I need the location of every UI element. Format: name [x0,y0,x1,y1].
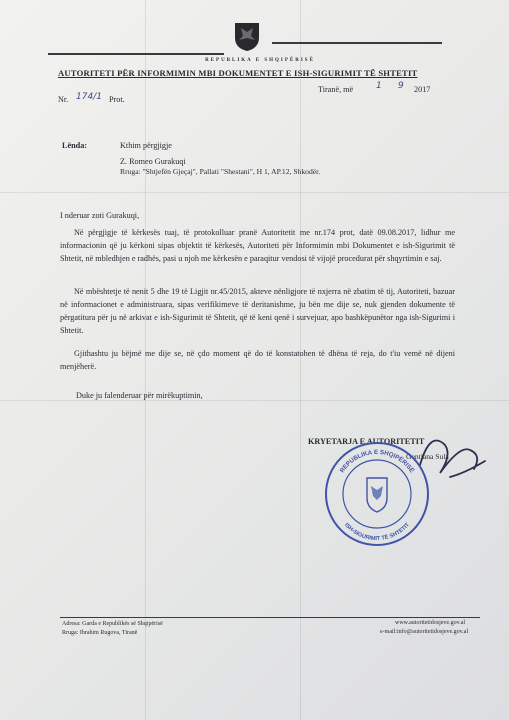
footer-rule [60,617,480,618]
nr-value: 174/1 [76,92,102,102]
recipient-name: Z. Romeo Gurakuqi [120,157,186,166]
subject-value: Kthim përgjigje [120,141,172,150]
subject-label: Lënda: [62,141,88,150]
signatory-name: Gentiana Sula [406,452,449,461]
svg-text:ISH-SIGURIMIT TË SHTETIT: ISH-SIGURIMIT TË SHTETIT [343,522,411,543]
republic-title: REPUBLIKA E SHQIPËRISË [205,58,315,63]
official-stamp-icon [323,440,431,548]
date-day: 1 [376,81,382,91]
salutation: I nderuar zoti Gurakuqi, [60,211,140,220]
paragraph-2: Në mbështetje të nenit 5 dhe 19 të Ligjit nr.45/2015, akteve nënligjore të nxjerra në zbatim të tij, Autoriteti, bazuar në informacionet e administruara, sipas verifikimeve të deritanishme, ju bën me dije se, nuk gjenden dokumente të përgatitura për ju në arkivat e ish-Sigurimit të Shtetit, që të keni qenë i survejuar, apo bashkëpunëtor nga ish-Sigurimi i Shtetit. [60,287,455,335]
fold-line [0,192,509,193]
header-rule-left [48,53,224,55]
footer-website: www.autoritetidosjeve.gov.al [395,620,466,626]
header-rule-right [272,42,442,44]
nr-label: Nr. [58,95,69,104]
signatory-title: KRYETARJA E AUTORITETIT [308,437,425,446]
stamp-mid-text [330,565,355,566]
date-year: 2017 [414,85,431,94]
paragraph-1: Në përgjigje të kërkesës tuaj, të protokolluar pranë Autoritetit me nr.174 prot, datë 09.08.2017, lidhur me informacionin që ju kërkoni sipas objektit të kërkesës, Autoriteti për Informimin mbi Dokumentet e ish-Sigurimit të Shtetit, në mbledhjen e radhës, pasi u njoh me kërkesën e paraqitur vendosi të vijojë procedurat për shqyrtimin e saj. [60,228,455,263]
paragraph-3: Gjithashtu ju bëjmë me dije se, në çdo moment që do të konstatohen të dhëna të reja, do t'iu vemë në dijeni menjëherë. [60,349,455,371]
date-month: 9 [398,81,404,91]
footer-email: e-mail:info@autoritetidosjeve.gov.al [380,629,469,635]
footer-address-line2: Rruga: Ibrahim Rugova, Tiranë [62,630,138,636]
place-date-label: Tiranë, më [318,85,354,94]
footer-address-line1: Adresa: Garda e Republikës së Shqipërisë [62,621,163,627]
authority-title: AUTORITETI PËR INFORMIMIN MBI DOKUMENTET E ISH-SIGURIMIT TË SHTETIT [58,68,418,78]
fold-line [0,400,509,401]
recipient-address: Rruga: "Shtjefën Gjeçaj", Pallati "Shestani", H 1, AP.12, Shkodër. [120,167,321,176]
closing-line: Duke ju falenderuar për mirëkuptimin, [76,391,203,400]
prot-label: Prot. [109,95,125,104]
svg-text:REPUBLIKA E SHQIPËRISË: REPUBLIKA E SHQIPËRISË [338,448,416,475]
eagle-emblem-icon [231,22,263,52]
